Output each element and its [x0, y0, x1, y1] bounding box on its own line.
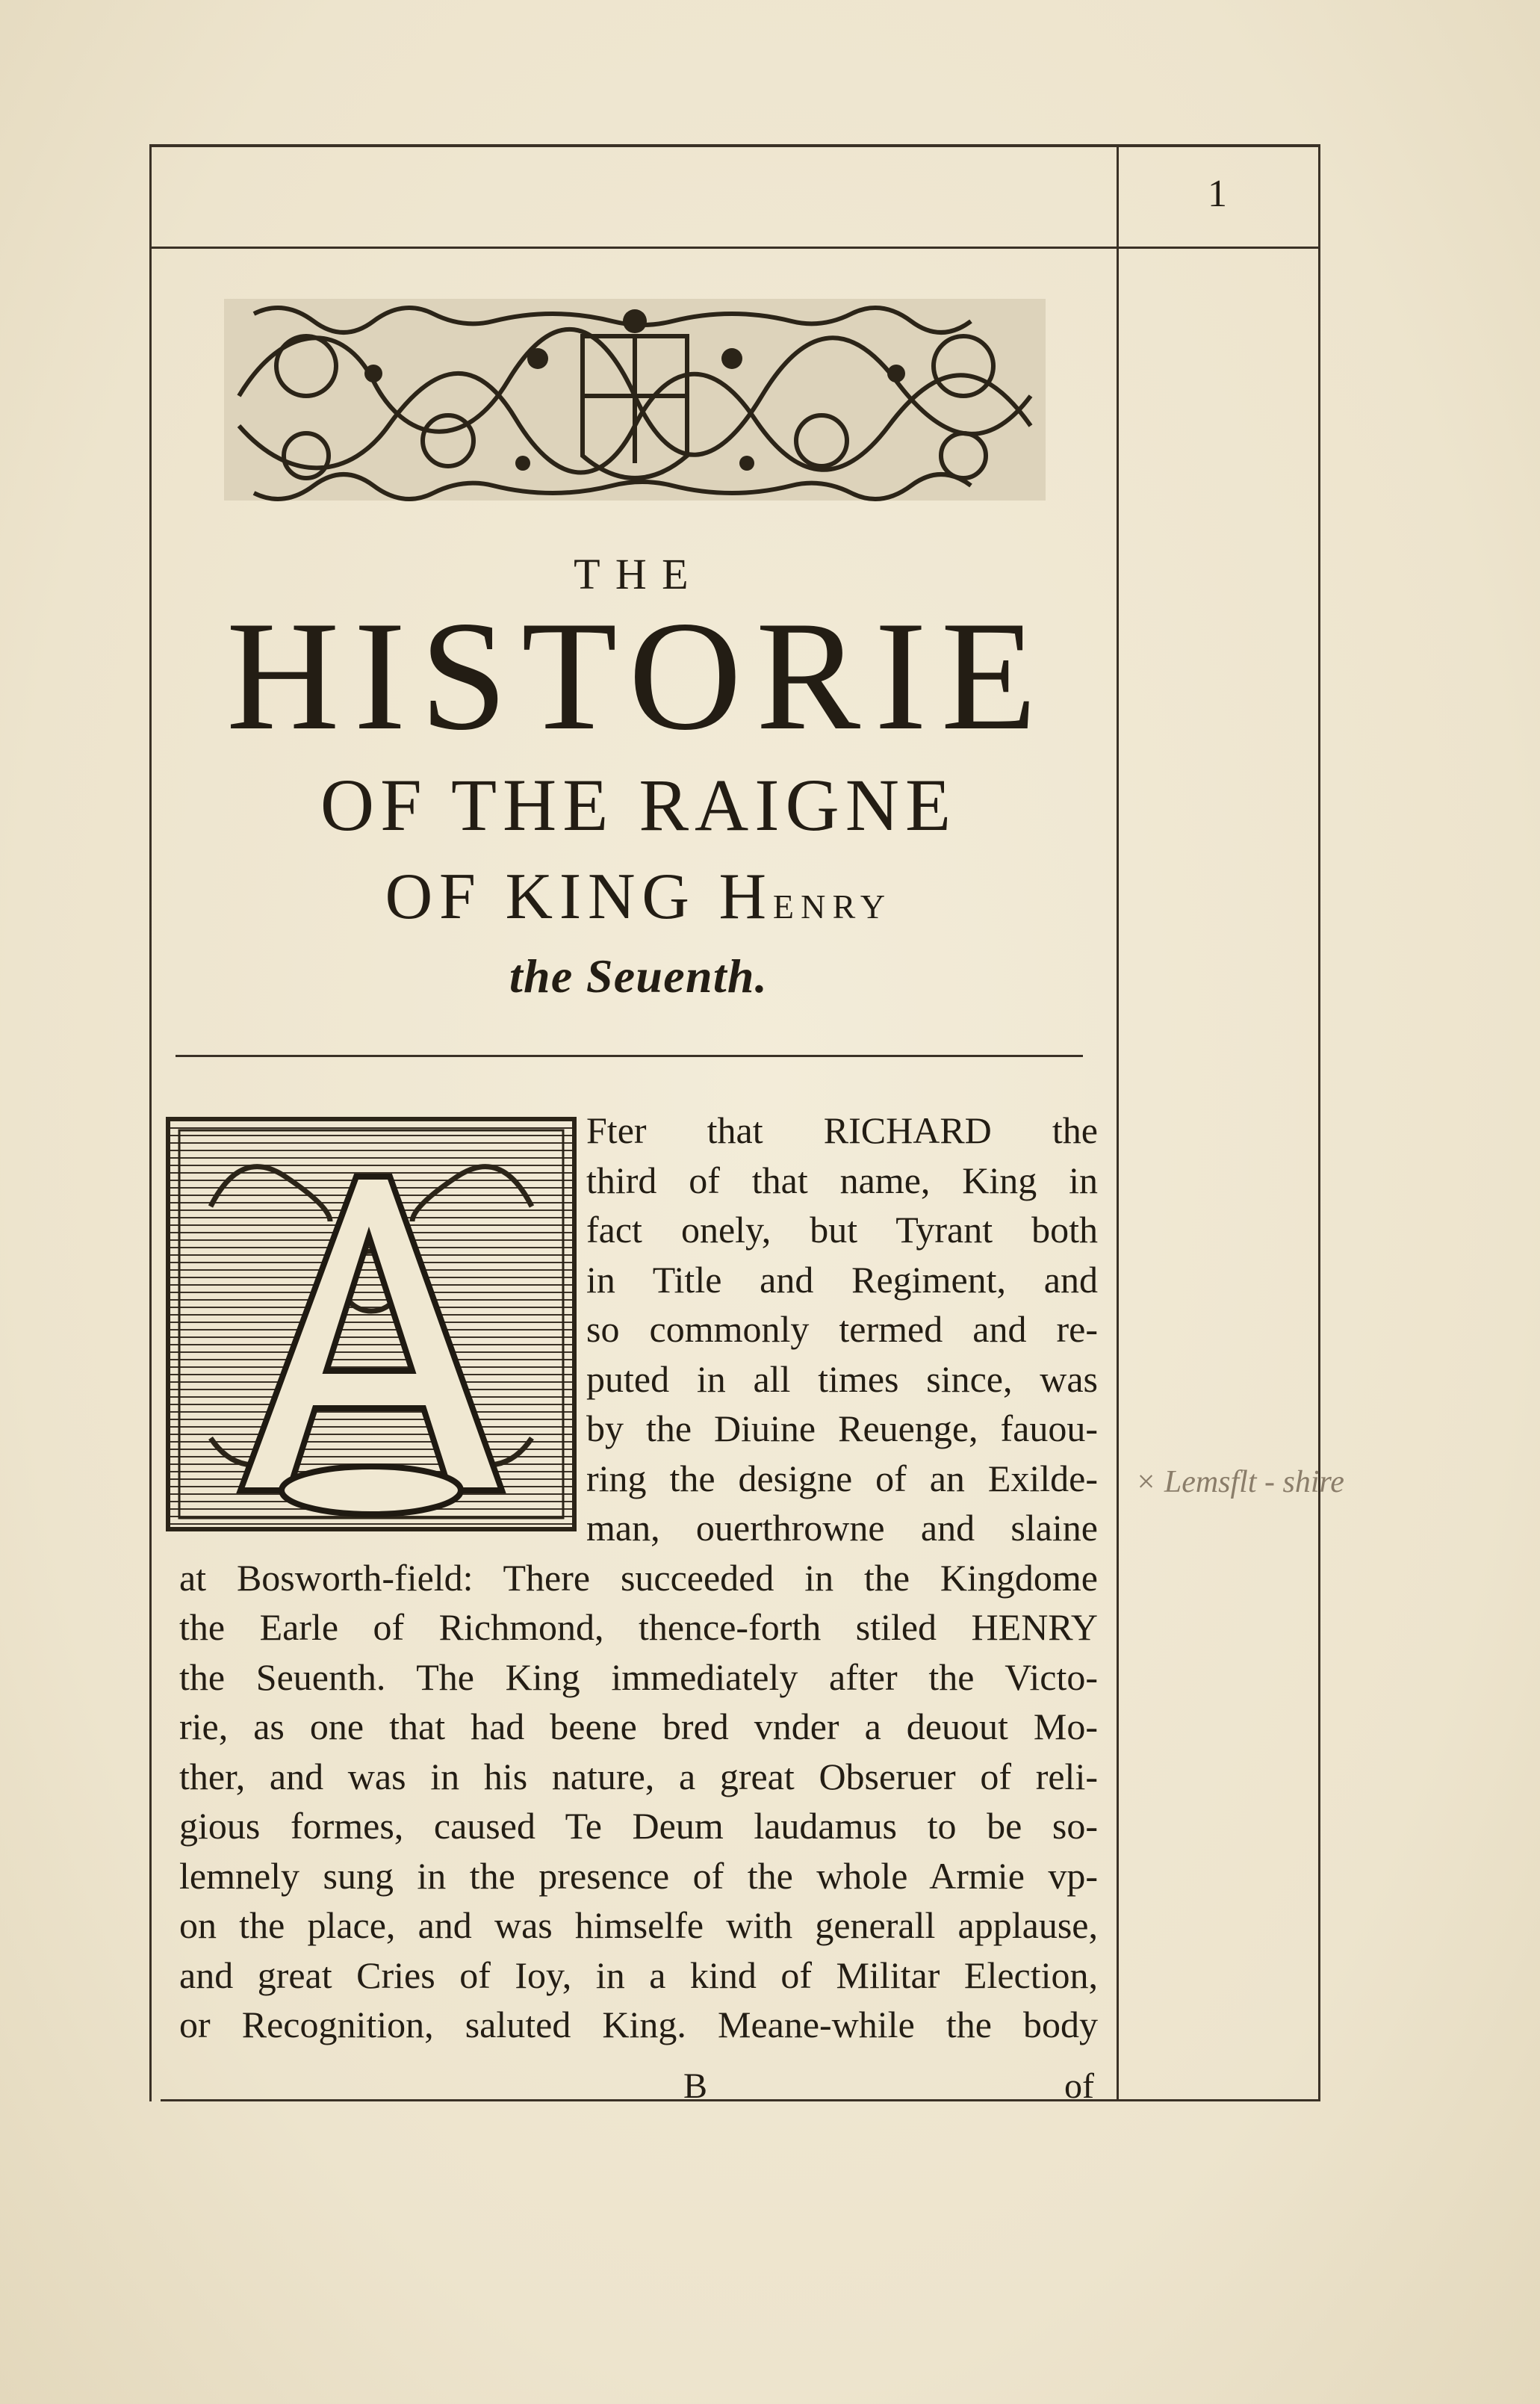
body-line: gious formes, caused Te Deum laudamus to be so- [179, 1805, 1098, 1847]
body-line: ther, and was in his nature, a great Obseruer of reli- [179, 1755, 1098, 1797]
body-line: third of that name, King in [586, 1159, 1098, 1201]
body-line: the Seuenth. The King immediately after the Victo- [179, 1655, 1098, 1698]
title-king-main: OF KING H [385, 861, 773, 933]
body-line: Fter that RICHARD the [586, 1109, 1098, 1151]
title-line-historie: HISTORIE [226, 589, 1051, 763]
title-line-the: THE [574, 550, 704, 598]
body-line: fact onely, but Tyrant both [586, 1209, 1098, 1251]
signature-mark: B [683, 2066, 708, 2106]
title-divider-rule [176, 1055, 1083, 1057]
body-line: so commonly termed and re- [586, 1308, 1098, 1350]
body-line: lemnely sung in the presence of the whole Armie vp- [179, 1854, 1098, 1897]
title-king-smallcaps: ENRY [772, 887, 892, 926]
body-line: rie, as one that had beene bred vnder a deuout Mo- [179, 1706, 1098, 1747]
body-line: man, ouerthrowne and slaine [586, 1507, 1098, 1549]
page-number: 1 [1208, 173, 1227, 215]
frame-right-rule [1318, 144, 1320, 2101]
body-line: puted in all times since, was [586, 1357, 1098, 1400]
body-line: or Recognition, saluted King. Meane-while the body [179, 2004, 1098, 2045]
body-line: at Bosworth-field: There succeeded in the Kingdome [179, 1556, 1098, 1599]
title-line-seventh: the Seuenth. [509, 949, 769, 1003]
body-line: in Title and Regiment, and [586, 1258, 1098, 1301]
frame-inner-rule [1117, 144, 1119, 2101]
frame-left-rule [149, 144, 152, 2101]
ornamental-headpiece [224, 291, 1046, 508]
body-line: by the Diuine Reuenge, fauou- [586, 1407, 1098, 1449]
handwritten-marginal-note: × Lemsflt - shire [1135, 1465, 1344, 1499]
catchword: of [1064, 2066, 1094, 2106]
header-rule [149, 247, 1318, 249]
bottom-rule [161, 2099, 1318, 2101]
title-line-king [161, 859, 1117, 935]
body-line: and great Cries of Ioy, in a kind of Militar Election, [179, 1954, 1098, 1996]
body-line: on the place, and was himselfe with generall applause, [179, 1904, 1098, 1946]
title-line-raigne: OF THE RAIGNE [320, 763, 957, 846]
body-text [179, 1106, 1098, 2050]
body-line: the Earle of Richmond, thence-forth stiled HENRY [179, 1606, 1098, 1648]
top-rule [149, 144, 1318, 147]
body-line: ring the designe of an Exilde- [586, 1457, 1098, 1499]
